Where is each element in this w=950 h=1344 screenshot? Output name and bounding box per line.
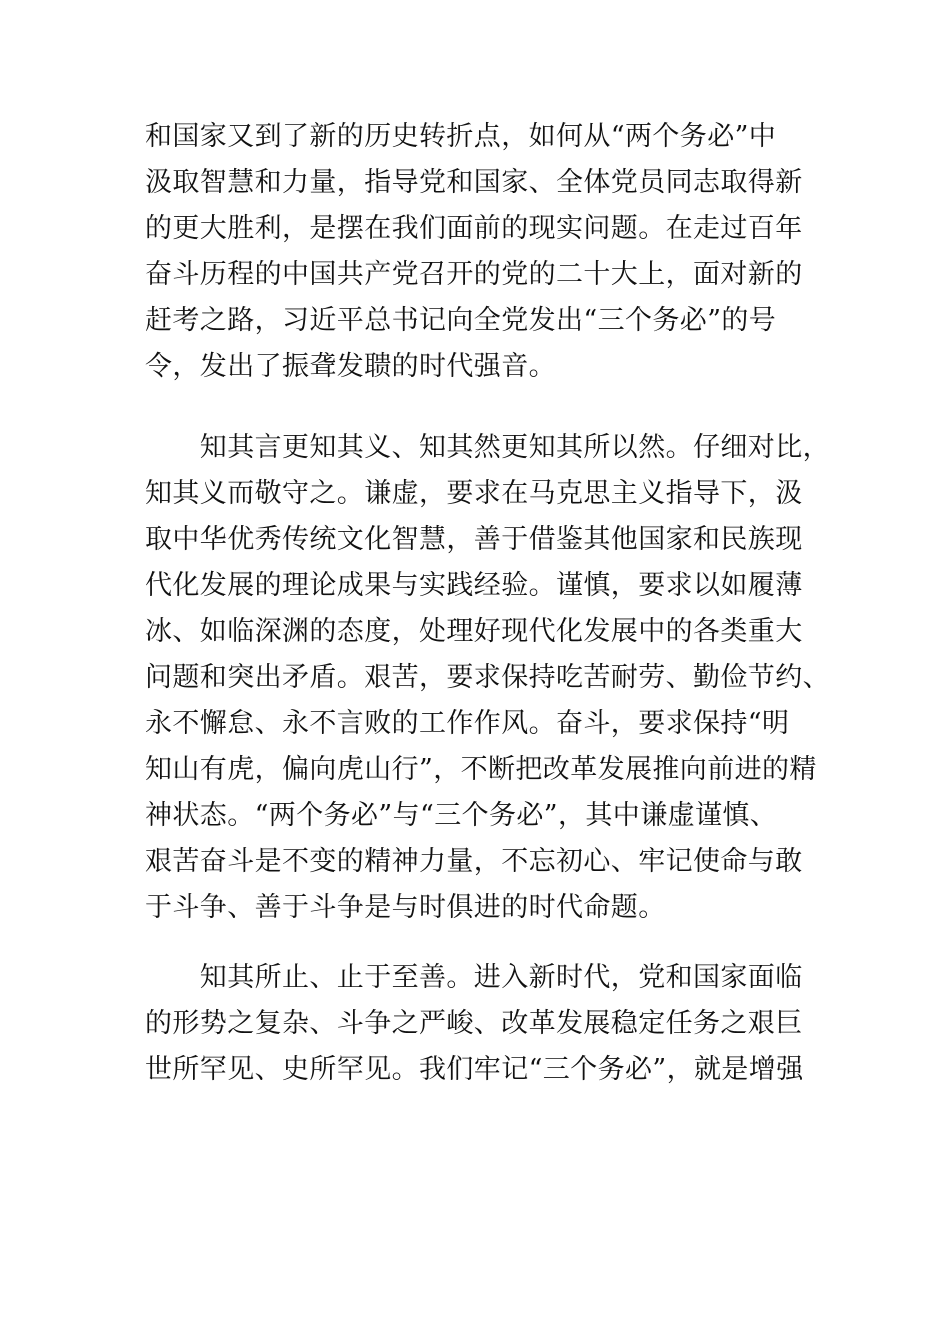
- paragraph-line: 代化发展的理论成果与实践经验。谨慎，要求以如履薄: [145, 570, 803, 601]
- paragraph-line: 奋斗历程的中国共产党召开的党的二十大上，面对新的: [145, 259, 803, 290]
- paragraph-line: 知其言更知其义、知其然更知其所以然。仔细对比，: [145, 432, 830, 463]
- paragraph-line: 神状态。“两个务必”与“三个务必”，其中谦虚谨慎、: [145, 800, 778, 831]
- paragraph-line: 永不懈怠、永不言败的工作作风。奋斗，要求保持“明: [145, 708, 790, 739]
- paragraph-3: [145, 955, 815, 1093]
- paragraph-line: 冰、如临深渊的态度，处理好现代化发展中的各类重大: [145, 616, 803, 647]
- paragraph-line: 世所罕见、史所罕见。我们牢记“三个务必”，就是增强: [145, 1054, 804, 1085]
- paragraph-line: 汲取智慧和力量，指导党和国家、全体党员同志取得新: [145, 167, 803, 198]
- paragraph-line: 赶考之路，习近平总书记向全党发出“三个务必”的号: [145, 305, 777, 336]
- paragraph-line: 知其所止、止于至善。进入新时代，党和国家面临: [145, 962, 803, 993]
- paragraph-1: [145, 114, 815, 390]
- paragraph-line: 艰苦奋斗是不变的精神力量，不忘初心、牢记使命与敢: [145, 846, 803, 877]
- paragraph-line: 知其义而敬守之。谦虚，要求在马克思主义指导下，汲: [145, 478, 803, 509]
- paragraph-line: 于斗争、善于斗争是与时俱进的时代命题。: [145, 892, 666, 923]
- paragraph-line: 取中华优秀传统文化智慧，善于借鉴其他国家和民族现: [145, 524, 803, 555]
- paragraph-2: [145, 425, 830, 931]
- paragraph-line: 的更大胜利，是摆在我们面前的现实问题。在走过百年: [145, 213, 803, 244]
- paragraph-line: 令，发出了振聋发聩的时代强音。: [145, 351, 556, 382]
- paragraph-line: 问题和突出矛盾。艰苦，要求保持吃苦耐劳、勤俭节约、: [145, 662, 830, 693]
- paragraph-line: 知山有虎，偏向虎山行”，不断把改革发展推向前进的精: [145, 754, 817, 785]
- paragraph-line: 和国家又到了新的历史转折点，如何从“两个务必”中: [145, 121, 777, 152]
- paragraph-line: 的形势之复杂、斗争之严峻、改革发展稳定任务之艰巨: [145, 1008, 803, 1039]
